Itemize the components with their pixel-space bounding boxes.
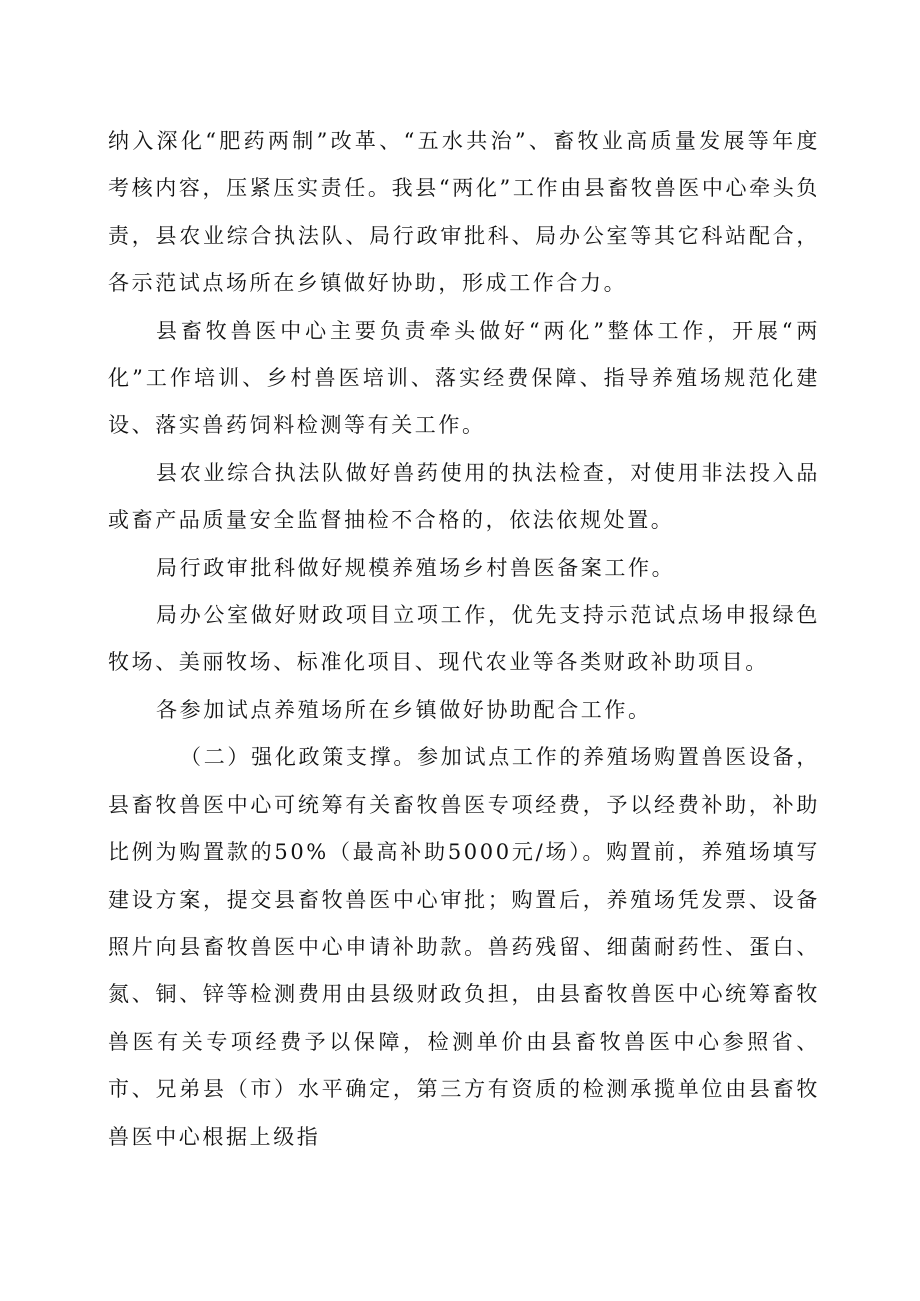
paragraph-administrative-approval-duties: 局行政审批科做好规模养殖场乡村兽医备案工作。 xyxy=(156,555,676,580)
paragraph-animal-husbandry-center-duties: 县畜牧兽医中心主要负责牵头做好“两化”整体工作，开展“两化”工作培训、乡村兽医培训、落实经费保障、指导养殖场规范化建设、落实兽药饲料检测等有关工作。 xyxy=(108,318,820,438)
paragraph-law-enforcement-duties: 县农业综合执法队做好兽药使用的执法检查，对使用非法投入品或畜产品质量安全监督抽检不合格的，依法依规处置。 xyxy=(108,460,820,533)
paragraph-township-duties: 各参加试点养殖场所在乡镇做好协助配合工作。 xyxy=(156,697,652,722)
document-body xyxy=(108,118,820,1161)
paragraph-continuation: 纳入深化“肥药两制”改革、“五水共治”、畜牧业高质量发展等年度考核内容，压紧压实责任。我县“两化”工作由县畜牧兽医中心牵头负责，县农业综合执法队、局行政审批科、局办公室等其它科站配合，各示范试点场所在乡镇做好协助，形成工作合力。 xyxy=(108,129,820,296)
paragraph-office-duties: 局办公室做好财政项目立项工作，优先支持示范试点场申报绿色牧场、美丽牧场、标准化项目、现代农业等各类财政补助项目。 xyxy=(108,603,820,675)
paragraph-policy-support: （二）强化政策支撑。参加试点工作的养殖场购置兽医设备，县畜牧兽医中心可统筹有关畜牧兽医专项经费，予以经费补助，补助比例为购置款的50%（最高补助5000元/场）。购置前，养殖场填写建设方案，提交县畜牧兽医中心审批；购置后，养殖场凭发票、设备照片向县畜牧兽医中心申请补助款。兽药残留、细菌耐药性、蛋白、氮、铜、锌等检测费用由县级财政负担，由县畜牧兽医中心统筹畜牧兽医有关专项经费予以保障，检测单价由县畜牧兽医中心参照省、市、兄弟县（市）水平确定，第三方有资质的检测承揽单位由县畜牧兽医中心根据上级指 xyxy=(108,745,820,1149)
